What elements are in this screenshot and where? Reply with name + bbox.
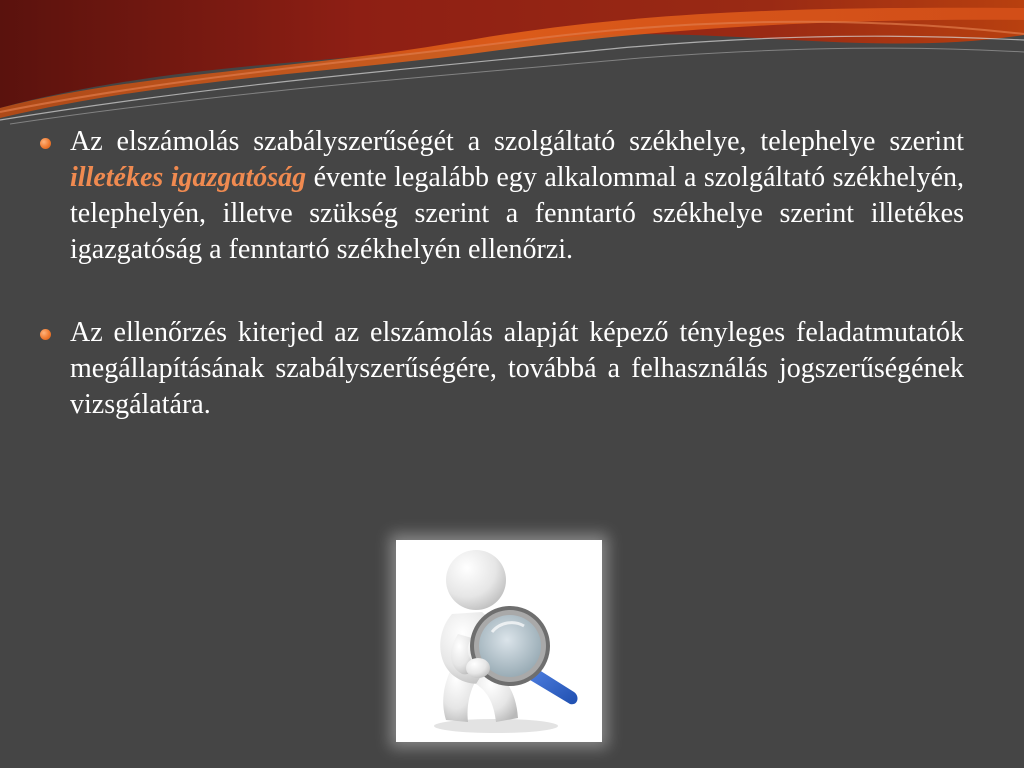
bullet-1-text-start: Az elszámolás szabályszerűségét a szolgáltató székhelye, telephelye szerint (70, 126, 964, 157)
bullet-2-text: Az ellenőrzés kiterjed az elszámolás alapját képező tényleges feladatmutatók megállapításának szabályszerűségére, továbbá a felhasználás jogszerűségének vizsgálatára. (70, 317, 964, 420)
bullet-1-emphasis: illetékes igazgatóság (70, 162, 307, 193)
header-swoosh-decoration (0, 0, 1024, 130)
bullet-dot-icon (40, 138, 51, 149)
bullet-1-text-end: évente legalább egy alkalommal a szolgáltató székhelyén, telephelyén, illetve szükség szerint a fenntartó székhelye szerint illetékes igazgatóság a fenntartó székhelyén ellenőrzi. (70, 162, 965, 265)
slide-body (40, 124, 964, 423)
bullet-dot-icon (40, 329, 51, 340)
person-with-magnifying-glass-icon (396, 540, 602, 742)
bullet-item-1 (40, 124, 964, 268)
bullet-item-2 (40, 315, 964, 423)
